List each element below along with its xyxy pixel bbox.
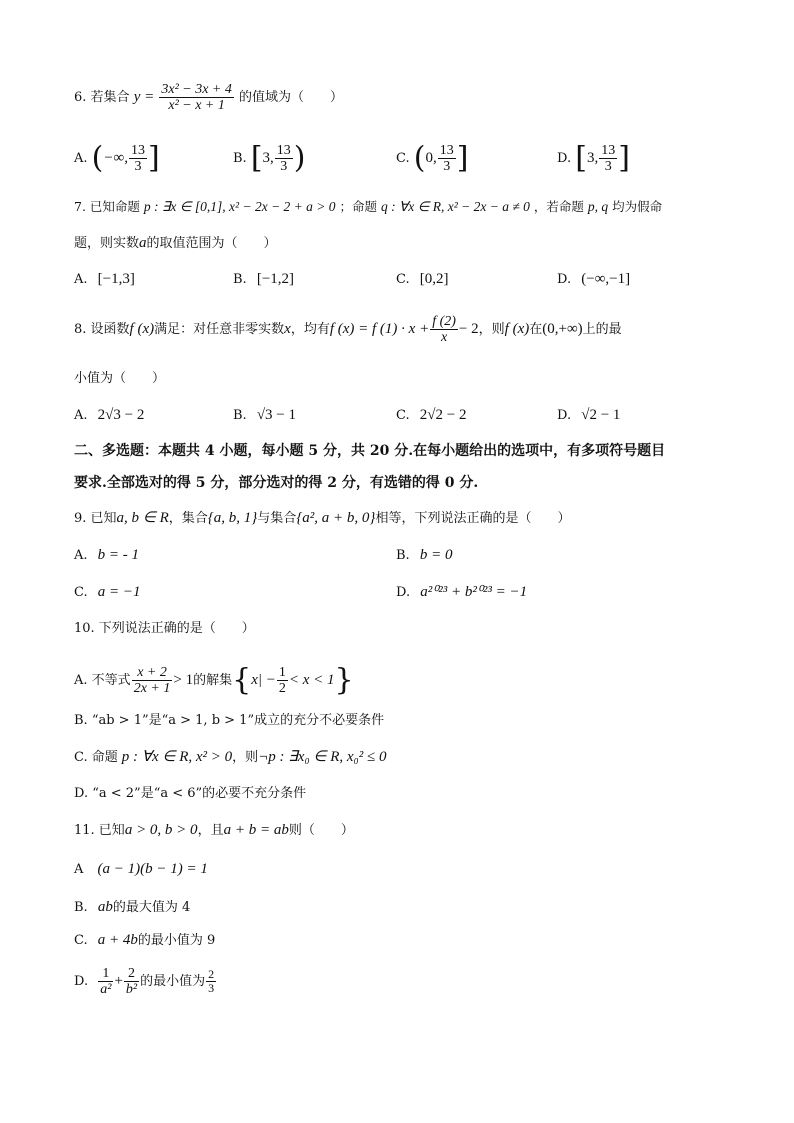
q6-y-eq: y = (133, 89, 155, 105)
q6-c-left: 0, (425, 150, 437, 166)
q8-interval: (0,+∞) (542, 321, 583, 337)
text: 与集合 (257, 511, 297, 526)
frac-den: x (440, 330, 448, 345)
brace-close: } (334, 662, 354, 698)
frac-den: b² (125, 982, 138, 997)
text: 在 (529, 322, 543, 337)
text: 的取值范围为（ ） (146, 236, 277, 251)
option-label: A. (74, 408, 88, 423)
q8-option-d (557, 405, 620, 426)
bracket: ) (293, 140, 306, 176)
q11-d-result-frac (206, 968, 216, 995)
q11-option-a (74, 859, 208, 880)
q7-stem-line2 (74, 233, 277, 254)
text: 11. 已知 (74, 823, 125, 838)
text: 7. 已知命题 (74, 199, 140, 214)
text: ，且 (197, 823, 224, 838)
frac-den: 2x + 1 (133, 681, 171, 696)
option-label: A. (74, 548, 88, 563)
q6-stem (74, 82, 343, 113)
set-text: < x < 1 (288, 672, 335, 688)
text: 上的最 (582, 322, 622, 337)
option-value: 2√2 − 2 (419, 407, 467, 423)
option-label: A (74, 862, 84, 877)
bracket: ] (147, 140, 160, 176)
plus: + (114, 973, 123, 989)
text: 相等，下列说法正确的是（ ） (375, 511, 571, 526)
text: 满足：对任意非零实数 (154, 322, 285, 337)
q8-equation: f (x) = f (1) · x + (329, 321, 430, 337)
q8-x: x (284, 321, 291, 337)
bracket: ( (91, 140, 104, 176)
frac-den: a² (100, 982, 112, 997)
text: 不等式 (91, 673, 131, 688)
option-label: C. (396, 151, 410, 166)
frac-num: 13 (439, 143, 454, 158)
text: C. 命题 (74, 750, 118, 765)
text: ；命题 (339, 199, 378, 214)
option-value: √3 − 1 (256, 407, 297, 423)
option-value: √2 − 1 (581, 407, 621, 423)
q7-option-c (396, 269, 449, 290)
q10-option-b: B. “ab > 1”是“a > 1, b > 1”成立的充分不必要条件 (74, 713, 385, 728)
text: 9. 已知 (74, 511, 117, 526)
text: ，集合 (168, 511, 208, 526)
option-value: [−1,3] (97, 271, 135, 287)
option-label: B. (233, 151, 247, 166)
q10-option-c (74, 747, 387, 768)
q8-equation-tail: − 2 (458, 321, 479, 337)
frac-den: 3 (604, 159, 612, 174)
q10-a-set-frac (277, 665, 288, 696)
q7-pq: p, q (587, 199, 609, 214)
option-label: D. (557, 272, 572, 287)
option-value: 2√3 − 2 (97, 407, 145, 423)
q11-d-frac1 (98, 966, 113, 997)
q6-prefix: 6. 若集合 (74, 90, 130, 105)
q8-option-b (233, 405, 296, 426)
text: 8. 设函数 (74, 322, 130, 337)
q10-prop: p : ∀x ∈ R, x² > 0 (121, 749, 233, 765)
frac-num: x + 2 (132, 665, 173, 681)
q8-fraction (430, 314, 458, 345)
q11-option-d (74, 966, 217, 997)
q7-var-a: a (139, 235, 147, 251)
option-label: C. (396, 272, 410, 287)
q11-option-c (74, 930, 215, 951)
frac-den: 3 (208, 981, 215, 995)
frac-den: 3 (280, 159, 288, 174)
option-value: b = 0 (419, 547, 453, 563)
q11-stem (74, 820, 354, 841)
q8-fx: f (x) (504, 321, 530, 337)
frac-den: 3 (443, 159, 451, 174)
option-label: C. (74, 933, 88, 948)
frac-num: 13 (601, 143, 616, 158)
q8-stem-line2 (74, 369, 165, 389)
text: 的解集 (193, 673, 233, 688)
option-value: a²⁰²³ + b²⁰²³ = −1 (420, 584, 528, 600)
option-value: (−∞,−1] (581, 271, 631, 287)
section-heading-line1: 二、多选题：本题共 4 小题，每小题 5 分，共 20 分.在每小题给出的选项中，有多项符号题目 (74, 443, 666, 459)
frac-num: 1 (278, 665, 286, 680)
q7-option-d (557, 269, 630, 290)
q6-option-a (74, 140, 160, 176)
q8-option-a (74, 405, 144, 426)
option-text: 的最小值为 (140, 974, 206, 989)
option-text: 的最小值为 9 (137, 933, 216, 948)
text: ，则 (478, 322, 505, 337)
q9-math: a, b ∈ R (116, 510, 169, 526)
q6-d-left: 3, (586, 150, 599, 166)
q6-suffix: 的值域为（ ） (239, 90, 344, 105)
q9-option-d (396, 582, 527, 603)
option-label: D. (557, 151, 572, 166)
q9-stem (74, 508, 570, 529)
frac-den: 3 (134, 159, 142, 174)
text: 题，则实数 (74, 236, 140, 251)
q10-neg-prop: ¬p : ∃x₀ ∈ R, x₀² ≤ 0 (258, 749, 387, 765)
bracket: ( (413, 140, 426, 176)
q8-stem-line1 (74, 314, 622, 345)
q6-a-left: −∞, (103, 150, 128, 166)
frac-num: 13 (276, 143, 291, 158)
option-label: C. (74, 585, 88, 600)
q7-stem-line1 (74, 197, 662, 217)
q6-option-b (233, 140, 306, 176)
option-label: D. (74, 974, 89, 989)
option-label: A. (74, 673, 88, 688)
bracket: [ (575, 140, 587, 176)
q11-math: a > 0, b > 0 (124, 822, 198, 838)
q9-option-b (396, 545, 452, 566)
brace-open: { (232, 662, 252, 698)
option-label: B. (233, 272, 247, 287)
q6-option-d (557, 140, 630, 176)
q11-option-b (74, 897, 190, 918)
q9-option-c (74, 582, 141, 603)
option-label: A. (74, 272, 88, 287)
q9-set2: {a², a + b, 0} (296, 510, 376, 526)
q7-option-a (74, 269, 135, 290)
text: ，均有 (290, 322, 330, 337)
q6-frac-den: x² − x + 1 (168, 98, 225, 113)
option-label: B. (74, 900, 88, 915)
option-math: a + 4b (97, 932, 138, 948)
option-label: B. (396, 548, 410, 563)
q8-fx: f (x) (129, 321, 155, 337)
q11-math: a + b = ab (223, 822, 289, 838)
q10-stem: 10. 下列说法正确的是（ ） (74, 621, 255, 636)
bracket: ] (456, 140, 469, 176)
section-heading-line2: 要求.全部选对的得 5 分，部分选对的得 2 分，有选错的得 0 分. (74, 475, 479, 491)
frac-num: 2 (124, 966, 139, 982)
frac-num: 2 (208, 967, 215, 981)
option-value: (a − 1)(b − 1) = 1 (97, 861, 208, 877)
frac-den: 2 (278, 681, 286, 696)
set-text: x| − (251, 672, 276, 688)
option-label: C. (396, 408, 410, 423)
text: 小值为（ ） (74, 371, 166, 386)
q6-frac-num: 3x² − 3x + 4 (161, 82, 232, 97)
q10-option-d: D. “a < 2”是“a < 6”的必要不充分条件 (74, 786, 307, 801)
option-value: [−1,2] (256, 271, 295, 287)
frac-num: 13 (130, 143, 145, 158)
bracket: [ (250, 140, 263, 176)
text: > 1 (173, 672, 194, 688)
q7-prop-p: p : ∃x ∈ [0,1], x² − 2x − 2 + a > 0 (143, 199, 336, 214)
q9-option-a (74, 545, 139, 566)
option-label: D. (557, 408, 572, 423)
option-label: D. (396, 585, 411, 600)
q7-option-b (233, 269, 294, 290)
option-text: 的最大值为 4 (112, 900, 191, 915)
q6-c-frac (438, 143, 456, 174)
frac-num: f (2) (432, 314, 456, 329)
text: 则（ ） (288, 823, 354, 838)
text: ，若命题 (533, 199, 584, 214)
option-value: a = −1 (97, 584, 141, 600)
q10-option-a (74, 662, 354, 698)
q9-set1: {a, b, 1} (207, 510, 258, 526)
option-value: b = - 1 (97, 547, 140, 563)
q7-prop-q: q : ∀x ∈ R, x² − 2x − a ≠ 0 (381, 199, 530, 214)
text: 均为假命 (612, 199, 663, 214)
option-value: [0,2] (419, 271, 449, 287)
q6-b-frac (275, 143, 293, 174)
q6-d-frac (599, 143, 617, 174)
q6-fraction (159, 82, 234, 113)
q6-a-frac (129, 143, 147, 174)
q8-option-c (396, 405, 466, 426)
q6-b-left: 3, (262, 150, 274, 166)
q10-a-frac (132, 665, 173, 696)
frac-num: 1 (98, 966, 113, 982)
option-label: B. (233, 408, 247, 423)
text: ，则 (232, 750, 259, 765)
option-math: ab (97, 899, 113, 915)
option-label: A. (74, 151, 88, 166)
q11-d-frac2 (124, 966, 139, 997)
q6-option-c (396, 140, 469, 176)
bracket: ] (618, 140, 630, 176)
